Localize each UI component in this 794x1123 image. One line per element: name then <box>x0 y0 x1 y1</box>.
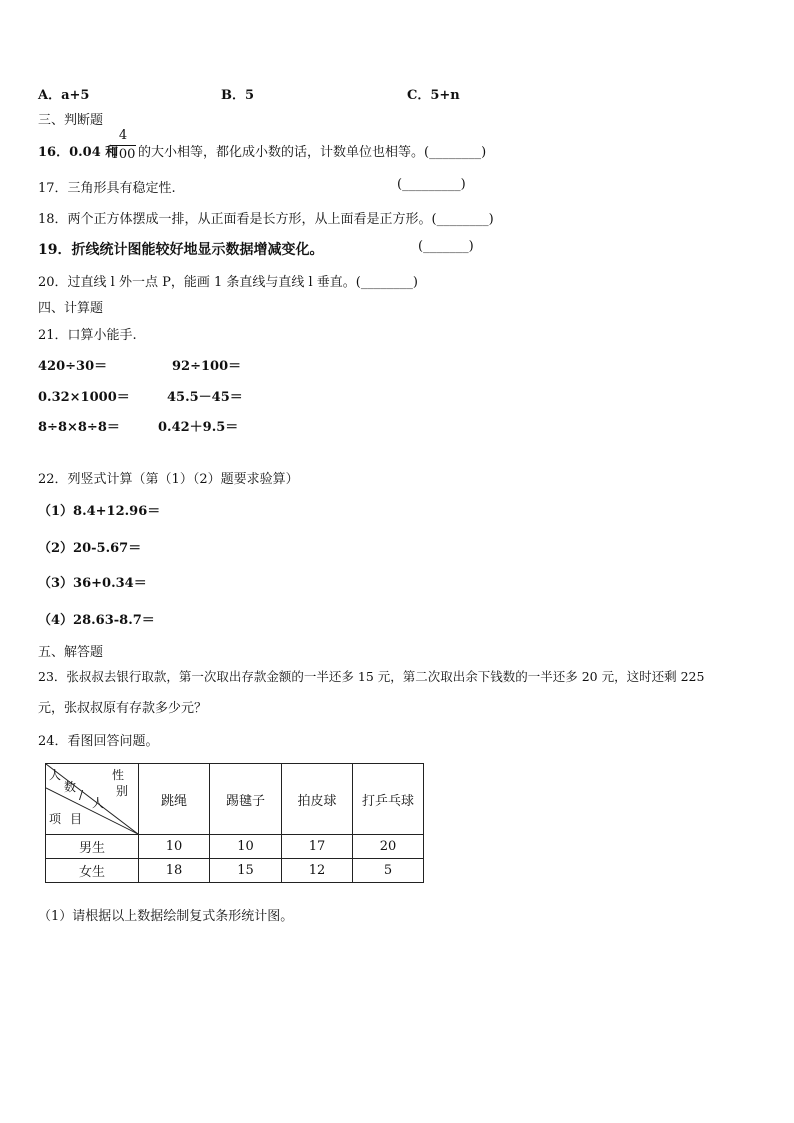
table-cell: 18 <box>139 859 210 883</box>
q22-item: （1）8.4+12.96＝ <box>38 504 161 519</box>
option-b: B．5 <box>221 88 255 103</box>
table-cell: 10 <box>210 835 282 859</box>
sports-table <box>45 763 424 883</box>
table-cell: 12 <box>282 859 353 883</box>
table-cell: 15 <box>210 859 282 883</box>
q22-item: （3）36+0.34＝ <box>38 576 147 591</box>
diag-label-slash: / <box>79 788 84 802</box>
diag-label-ren: 人 <box>49 768 62 782</box>
column-header: 拍皮球 <box>282 764 353 835</box>
table-header-row <box>46 764 424 835</box>
table-row <box>46 835 424 859</box>
section-heading-answers: 五、解答题 <box>38 645 104 660</box>
fraction-bar <box>110 145 136 146</box>
option-a: A．a+5 <box>38 88 90 103</box>
q21-item: 8÷8×8÷8＝ <box>38 420 120 435</box>
diag-label-mu: 目 <box>70 812 83 826</box>
fraction-numerator: 4 <box>118 128 128 143</box>
q16-text: 的大小相等，都化成小数的话，计数单位也相等。(________) <box>138 145 487 160</box>
diag-label-ren2: 人 <box>92 796 105 810</box>
section-heading-judgement: 三、判断题 <box>38 113 104 128</box>
row-label: 女生 <box>46 859 139 883</box>
diag-label-xing: 性 <box>112 768 125 782</box>
diag-label-xiang: 项 <box>49 812 62 826</box>
q19-blank: (_______) <box>418 239 474 254</box>
q19-text: 19．折线统计图能较好地显示数据增减变化。 <box>38 242 324 258</box>
q16-number <box>38 141 118 160</box>
q21-title: 21．口算小能手. <box>38 328 137 343</box>
q17-blank: (_________) <box>397 177 466 192</box>
q23-line1: 23．张叔叔去银行取款，第一次取出存款金额的一半还多 15 元，第二次取出余下钱数的一半还多 20 元，这时还剩 225 <box>38 669 705 684</box>
q17-text: 17．三角形具有稳定性. <box>38 181 176 196</box>
q21-item: 420÷30＝ <box>38 359 108 374</box>
section-heading-calc: 四、计算题 <box>38 301 104 316</box>
table-diagonal-header <box>46 764 139 835</box>
q20-text: 20．过直线 l 外一点 P，能画 1 条直线与直线 l 垂直。(________) <box>38 275 418 290</box>
q21-item: 45.5－45＝ <box>167 390 243 405</box>
q22-title: 22．列竖式计算（第（1）（2）题要求验算） <box>38 472 299 487</box>
column-header: 打乒乓球 <box>353 764 424 835</box>
option-c: C．5+n <box>407 88 460 103</box>
q22-item: （2）20-5.67＝ <box>38 541 142 556</box>
diag-label-shu: 数 <box>64 780 77 794</box>
table-cell: 10 <box>139 835 210 859</box>
column-header: 跳绳 <box>139 764 210 835</box>
q21-item: 0.32×1000＝ <box>38 390 130 405</box>
q18-text: 18．两个正方体摆成一排，从正面看是长方形，从上面看是正方形。(________) <box>38 212 494 227</box>
q16-num: 16． <box>38 145 70 160</box>
table-cell: 20 <box>353 835 424 859</box>
q16-fraction <box>110 128 136 163</box>
q23-line2: 元，张叔叔原有存款多少元？ <box>38 701 208 716</box>
q24-subquestion-1: （1）请根据以上数据绘制复式条形统计图。 <box>38 909 294 924</box>
q21-item: 0.42＋9.5＝ <box>158 420 239 435</box>
fraction-denominator: 100 <box>110 147 136 162</box>
q22-item: （4）28.63-8.7＝ <box>38 613 155 628</box>
table-row <box>46 859 424 883</box>
row-label: 男生 <box>46 835 139 859</box>
table-cell: 5 <box>353 859 424 883</box>
q16-pre: 0.04 和 <box>69 145 119 160</box>
q24-title: 24．看图回答问题。 <box>38 734 159 749</box>
q21-item: 92÷100＝ <box>172 359 242 374</box>
table-cell: 17 <box>282 835 353 859</box>
diag-label-bie: 别 <box>116 784 129 798</box>
column-header: 踢毽子 <box>210 764 282 835</box>
